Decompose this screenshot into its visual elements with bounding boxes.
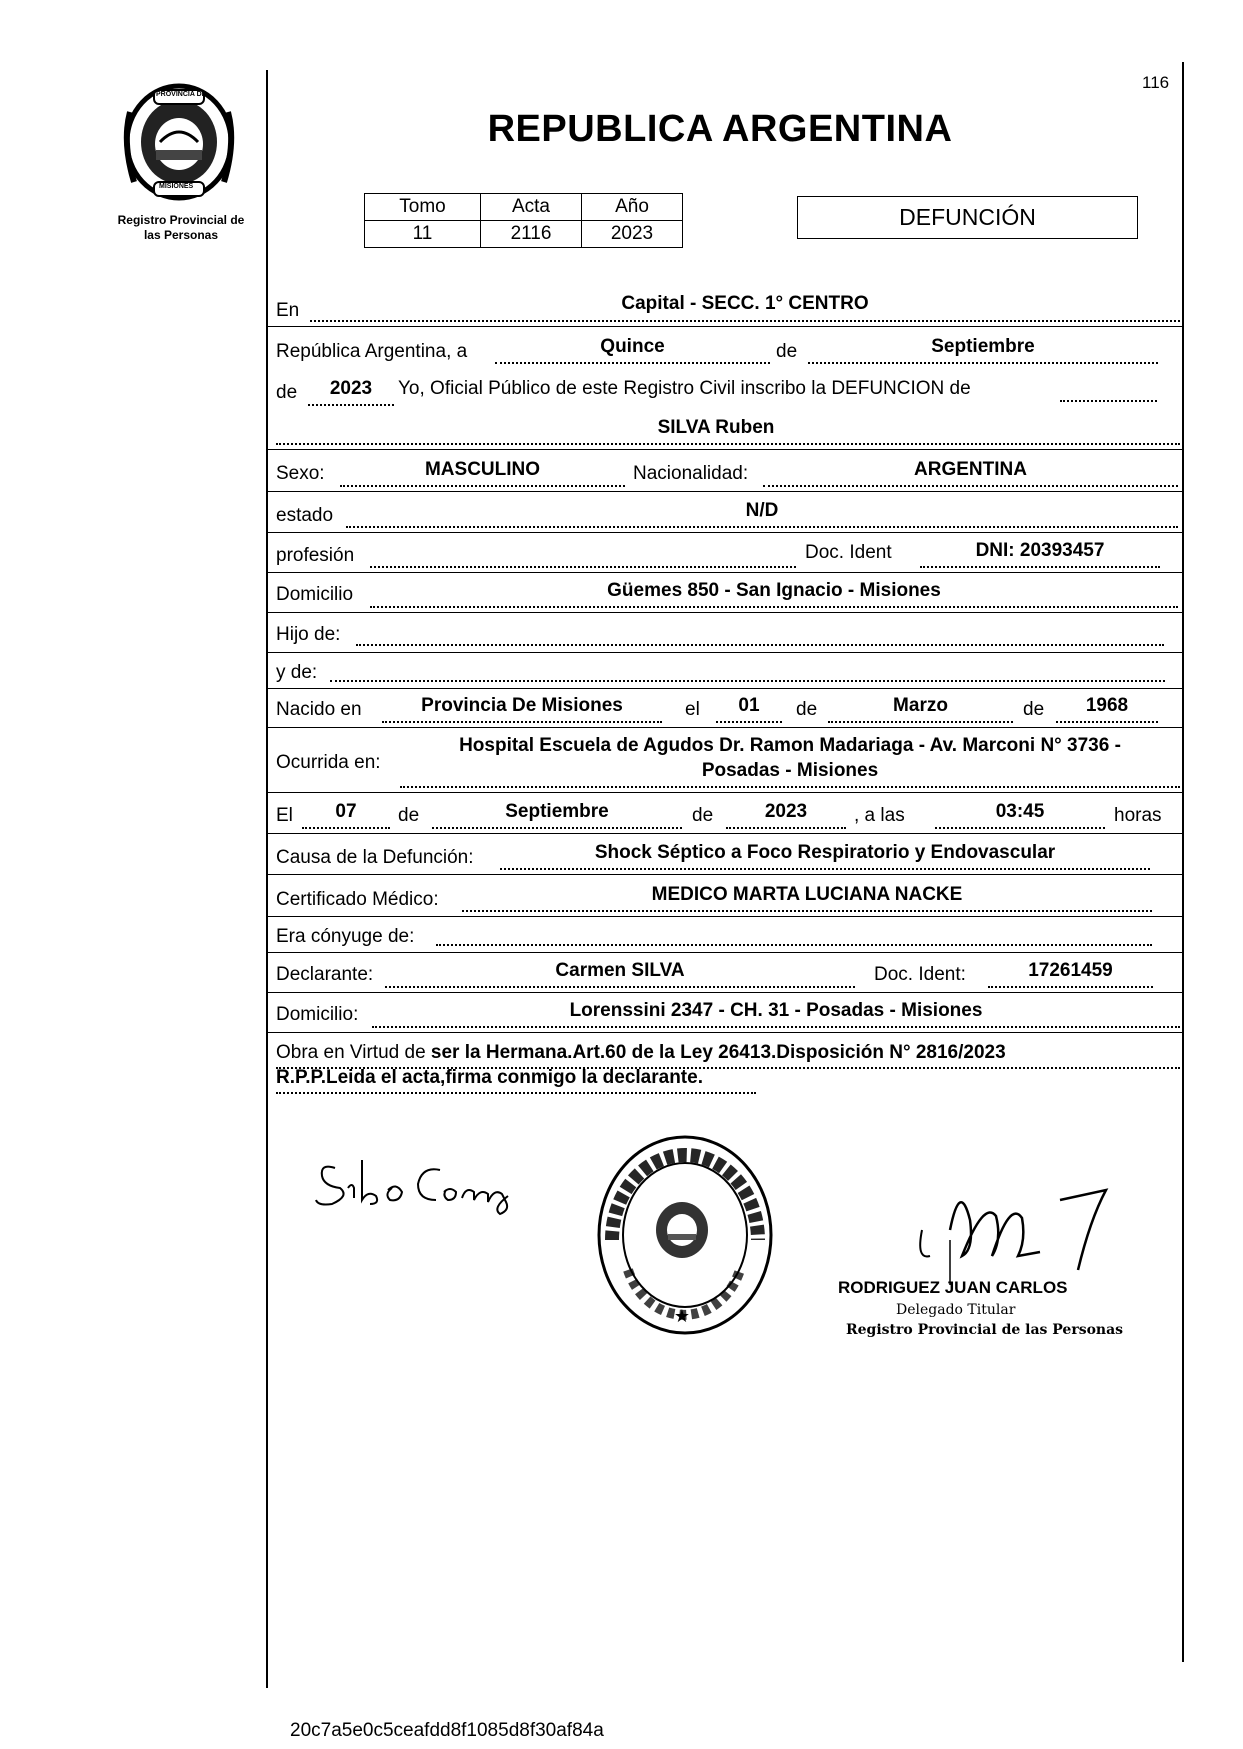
causa-dotted-line (500, 868, 1150, 870)
nacido-label: Nacido en (276, 699, 362, 720)
page-number: 116 (1142, 73, 1170, 92)
left-margin-line (266, 70, 268, 1688)
row-separator (268, 326, 1182, 327)
de-label: de (776, 341, 798, 362)
ocurrida-dotted-line (400, 786, 1180, 788)
birth-day-dotted-line (716, 721, 782, 723)
month-value: Septiembre (931, 336, 1035, 357)
causa-label: Causa de la Defunción: (276, 847, 474, 868)
birth-year-dotted-line (1056, 721, 1158, 723)
year-dotted-line (308, 404, 394, 406)
horas-label: horas (1114, 805, 1162, 826)
nacido-en-value: Provincia De Misiones (421, 695, 623, 716)
en-label: En (276, 300, 300, 321)
row-separator (268, 652, 1182, 653)
doc-ident-dotted-line (920, 566, 1160, 568)
name-dotted-line (276, 443, 1180, 445)
obra-prefix: Obra en Virtud de (276, 1042, 426, 1063)
svg-text:★: ★ (673, 1306, 691, 1327)
sexo-value: MASCULINO (424, 459, 541, 480)
birth-de-label: de (796, 699, 818, 720)
death-el-label: El (276, 805, 293, 826)
decl-domicilio-value: Lorenssini 2347 - CH. 31 - Posadas - Misiones (569, 1000, 983, 1021)
domicilio-value: Güemes 850 - San Ignacio - Misiones (607, 580, 941, 601)
sexo-label: Sexo: (276, 463, 325, 484)
tomo-acta-anio-table (364, 193, 683, 248)
death-de-label: de (398, 805, 420, 826)
statement-text: Yo, Oficial Público de este Registro Civil inscribo la DEFUNCION de (398, 378, 971, 399)
row-separator (268, 916, 1182, 917)
table-header-anio: Año (582, 194, 683, 221)
row-separator (268, 532, 1182, 533)
decl-doc-label: Doc. Ident: (874, 964, 966, 985)
document-hash: 20c7a5e0c5ceafdd8f1085d8f30af84a (290, 1720, 604, 1741)
declarant-signature (310, 1148, 530, 1218)
official-round-stamp (590, 1130, 780, 1340)
decl-domicilio-label: Domicilio: (276, 1004, 359, 1025)
nacionalidad-label: Nacionalidad: (633, 463, 749, 484)
death-year-value: 2023 (764, 801, 808, 822)
death-time-dotted-line (935, 827, 1105, 829)
death-day-dotted-line (302, 827, 390, 829)
death-de-label2: de (692, 805, 714, 826)
certificado-dotted-line (462, 910, 1152, 912)
certificado-label: Certificado Médico: (276, 889, 439, 910)
table-value-anio: 2023 (582, 221, 683, 248)
registry-caption-line2: las Personas (143, 228, 219, 242)
year-value: 2023 (329, 378, 373, 399)
profesion-dotted-line (370, 566, 796, 568)
official-name: RODRIGUEZ JUAN CARLOS (838, 1278, 1068, 1297)
row-separator (268, 874, 1182, 875)
domicilio-label: Domicilio (276, 584, 354, 605)
obra-dotted-line-2 (276, 1092, 756, 1094)
official-registry: Registro Provincial de las Personas (846, 1322, 1124, 1338)
right-margin-line (1182, 62, 1184, 1662)
death-day-value: 07 (335, 801, 357, 822)
row-separator (268, 572, 1182, 573)
doc-ident-value: DNI: 20393457 (975, 540, 1105, 561)
table-header-tomo: Tomo (365, 194, 481, 221)
birth-month-value: Marzo (893, 695, 948, 716)
doc-ident-label: Doc. Ident (805, 542, 892, 563)
place-value: Capital - SECC. 1° CENTRO (621, 293, 869, 314)
sexo-dotted-line (340, 485, 625, 487)
row-separator (268, 612, 1182, 613)
estado-label: estado (276, 505, 334, 526)
deceased-name-value: SILVA Ruben (657, 417, 775, 438)
ocurrida-label: Ocurrida en: (276, 752, 381, 773)
month-dotted-line (808, 362, 1158, 364)
declarante-dotted-line (385, 986, 855, 988)
de-year-label: de (276, 382, 298, 403)
place-dotted-line (310, 320, 1180, 322)
nacionalidad-dotted-line (763, 485, 1178, 487)
official-signature (910, 1160, 1120, 1290)
birth-de-label2: de (1023, 699, 1045, 720)
obra-text-line1: ser la Hermana.Art.60 de la Ley 26413.Disposición N° 2816/2023 (430, 1042, 1006, 1063)
table-header-acta: Acta (481, 194, 582, 221)
document-type-box: DEFUNCIÓN (797, 196, 1138, 239)
conyuge-label: Era cónyuge de: (276, 926, 415, 947)
nacionalidad-value: ARGENTINA (914, 459, 1027, 480)
statement-dotted-line (1060, 400, 1157, 402)
row-separator (268, 491, 1182, 492)
day-words-value: Quince (600, 336, 665, 357)
hijo-dotted-line (356, 644, 1164, 646)
certificado-value: MEDICO MARTA LUCIANA NACKE (651, 884, 963, 905)
day-dotted-line (495, 362, 770, 364)
emblem-text-bottom: MISIONES (159, 183, 194, 190)
declarante-value: Carmen SILVA (555, 960, 685, 981)
page-title: REPUBLICA ARGENTINA (487, 108, 953, 150)
decl-doc-value: 17261459 (1028, 960, 1113, 981)
death-time-value: 03:45 (995, 801, 1045, 822)
conyuge-dotted-line (436, 944, 1152, 946)
domicilio-dotted-line (370, 606, 1178, 608)
birth-month-dotted-line (828, 721, 1013, 723)
row-separator (268, 952, 1182, 953)
obra-text-line2: R.P.P.Leida el acta,firma conmigo la declarante. (276, 1067, 703, 1088)
registry-caption-line1: Registro Provincial de (117, 213, 245, 227)
death-month-dotted-line (432, 827, 682, 829)
death-month-value: Septiembre (505, 801, 609, 822)
hijo-label: Hijo de: (276, 624, 341, 645)
row-separator (268, 688, 1182, 689)
registry-caption (96, 213, 266, 243)
row-separator (268, 449, 1182, 450)
table-value-acta: 2116 (481, 221, 582, 248)
ocurrida-line2-value: Posadas - Misiones (701, 760, 879, 781)
nacido-en-dotted-line (382, 721, 662, 723)
death-year-dotted-line (726, 827, 846, 829)
ocurrida-line1-value: Hospital Escuela de Agudos Dr. Ramon Madariaga - Av. Marconi N° 3736 - (459, 735, 1121, 756)
emblem-text-top: PROVINCIA DE (156, 91, 207, 98)
birth-year-value: 1968 (1085, 695, 1129, 716)
row-separator (268, 833, 1182, 834)
declarante-label: Declarante: (276, 964, 374, 985)
yde-dotted-line (330, 680, 1165, 682)
estado-value: N/D (745, 500, 779, 521)
el-label: el (685, 699, 700, 720)
table-value-tomo: 11 (365, 221, 481, 248)
row-separator (268, 1032, 1182, 1033)
republica-label: República Argentina, a (276, 341, 468, 362)
yde-label: y de: (276, 662, 318, 683)
row-separator (268, 727, 1182, 728)
alas-label: , a las (854, 805, 905, 826)
causa-value: Shock Séptico a Foco Respiratorio y Endovascular (594, 842, 1056, 863)
official-role: Delegado Titular (896, 1302, 1016, 1318)
profesion-label: profesión (276, 545, 355, 566)
obra-en-virtud-paragraph (276, 1040, 1180, 1090)
row-separator (268, 792, 1182, 793)
birth-day-value: 01 (738, 695, 760, 716)
estado-dotted-line (346, 526, 1178, 528)
decl-doc-dotted-line (988, 986, 1153, 988)
decl-domicilio-dotted-line (372, 1026, 1180, 1028)
row-separator (268, 992, 1182, 993)
obra-dotted-line-1 (276, 1067, 1180, 1069)
